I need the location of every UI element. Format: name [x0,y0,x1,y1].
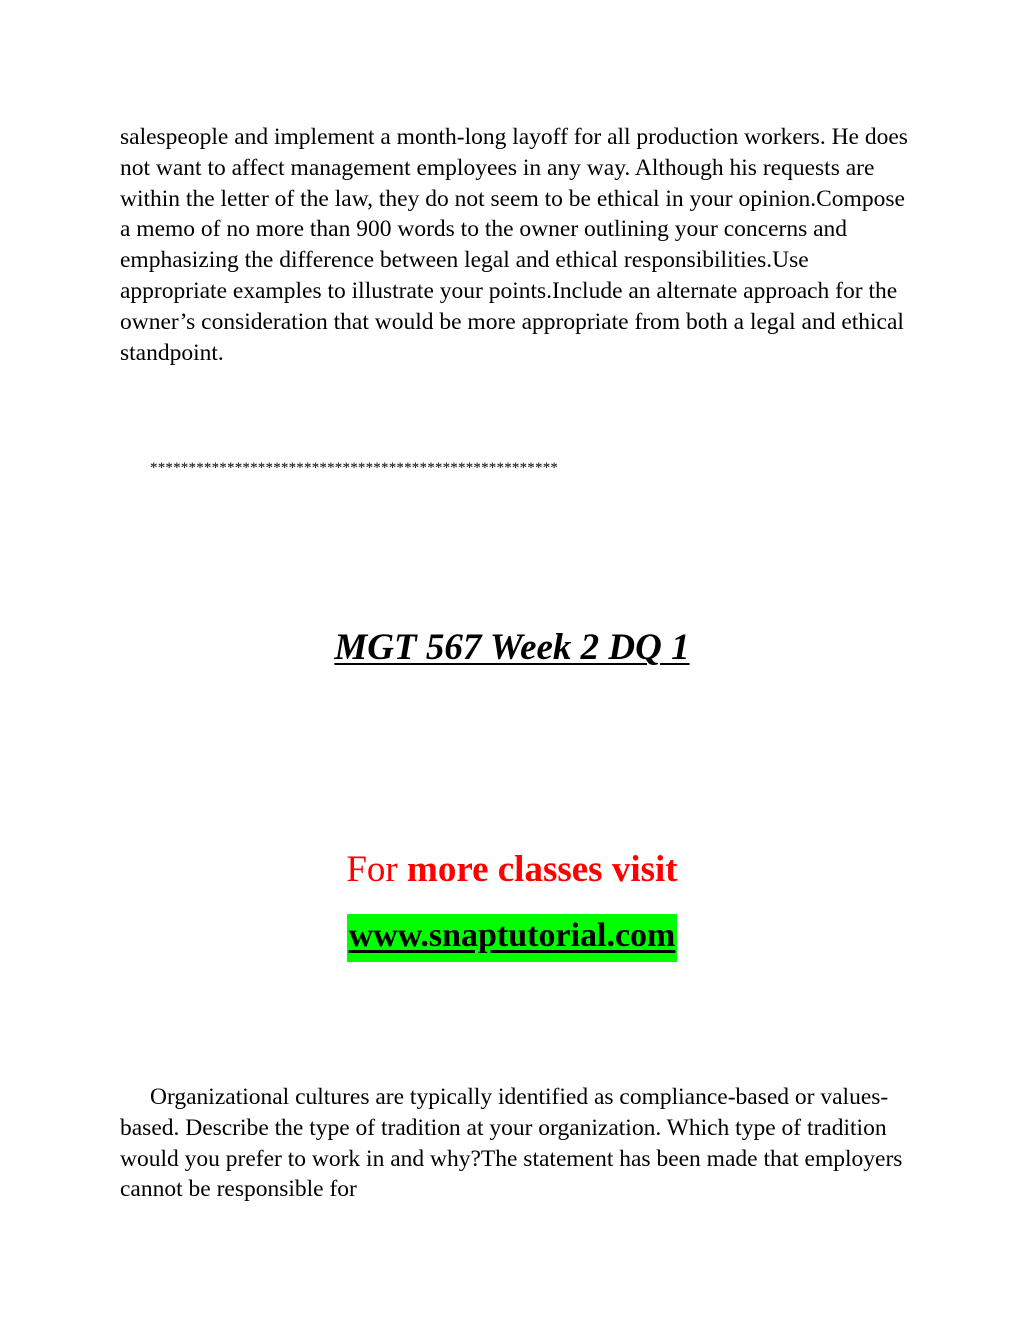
body-paragraph-bottom: Organizational cultures are typically identified as compliance-based or values-based. Describe the type of tradition at your organization. Which type of tradition would you prefer to work in and why?The statement has been made that employers cannot be responsible for [120,1084,903,1203]
website-link[interactable]: www.snaptutorial.com [347,914,678,962]
promo-bold-text: more classes visit [407,849,678,890]
promo-prefix: For [346,849,408,890]
section-heading-text: MGT 567 Week 2 DQ 1 [334,627,690,668]
separator-asterisks: ***************************************************** [150,460,559,476]
body-paragraph-top: salespeople and implement a month-long layoff for all production workers. He does not want to affect management employees in any way. Although his requests are within the letter of the law, they do not seem to be ethical in your opinion.Compose a memo of no more than 900 words to the owner outlining your concerns and emphasizing the difference between legal and ethical responsibilities.Use appropriate examples to illustrate your points.Include an alternate approach for the owner’s consideration that would be more appropriate from both a legal and ethical standpoint. [120,124,908,366]
promo-line [0,848,1024,891]
link-container [0,914,1024,962]
section-heading [0,626,1024,669]
